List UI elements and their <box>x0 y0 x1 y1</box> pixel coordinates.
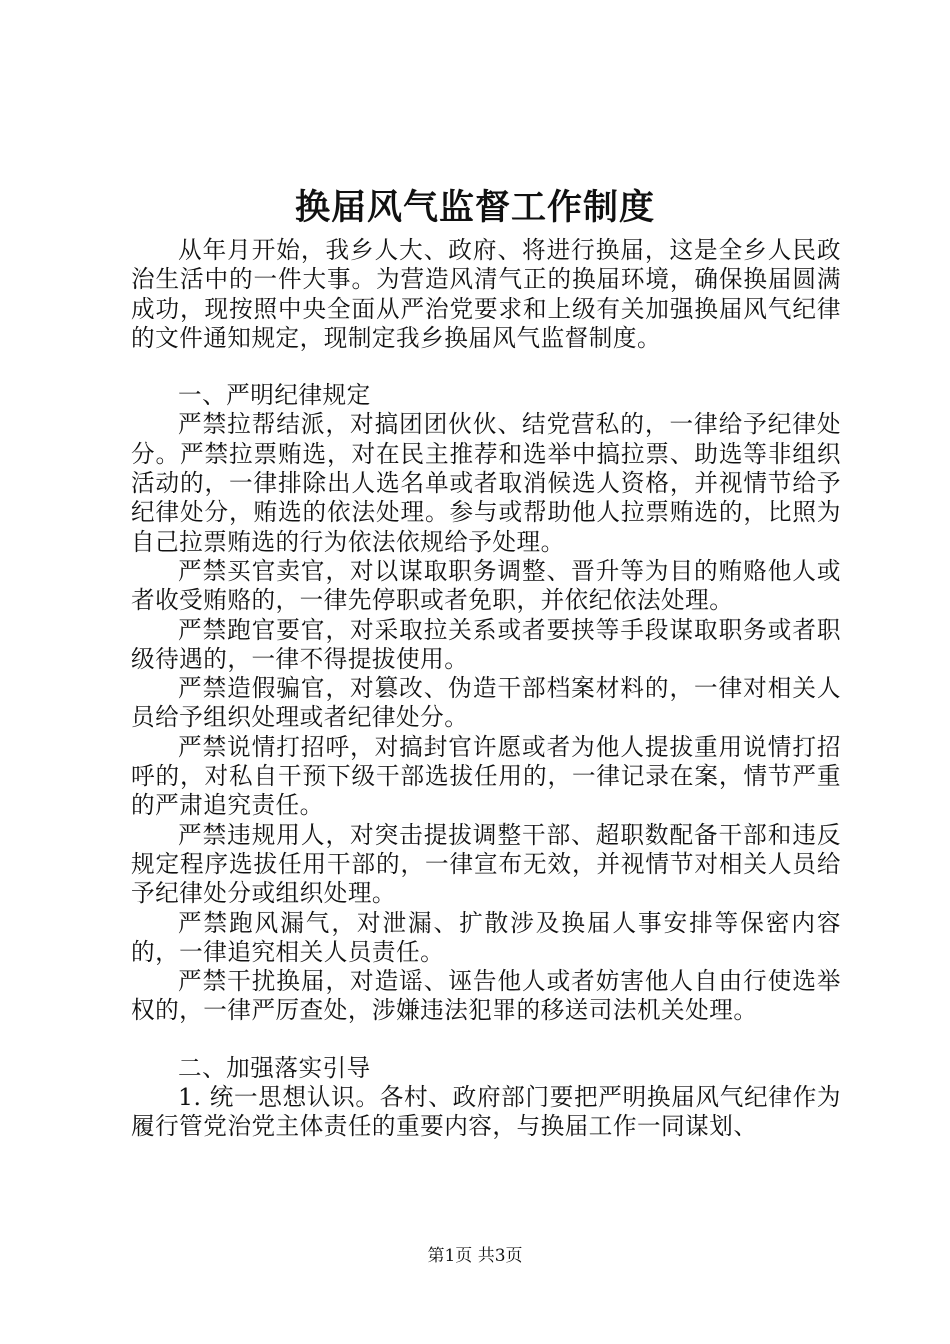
section1-paragraph: 严禁说情打招呼，对搞封官许愿或者为他人提拔重用说情打招呼的，对私自干预下级干部选拔任用的，一律记录在案，情节严重的严肃追究责任。 <box>131 732 841 820</box>
paragraph-gap <box>131 353 841 381</box>
page-footer: 第1页 共3页 <box>427 1246 523 1266</box>
document-title: 换届风气监督工作制度 <box>294 187 655 228</box>
section1-paragraph: 严禁跑风漏气，对泄漏、扩散涉及换届人事安排等保密内容的，一律追究相关人员责任。 <box>131 908 841 966</box>
section1-paragraph: 严禁违规用人，对突击提拔调整干部、超职数配备干部和违反规定程序选拔任用干部的，一律宣布无效，并视情节对相关人员给予纪律处分或组织处理。 <box>131 820 841 908</box>
section1-paragraph: 严禁拉帮结派，对搞团团伙伙、结党营私的，一律给予纪律处分。严禁拉票贿选，对在民主推荐和选举中搞拉票、助选等非组织活动的，一律排除出人选名单或者取消候选人资格，并视情节给予纪律处分，贿选的依法处理。参与或帮助他人拉票贿选的，比照为自己拉票贿选的行为依法依规给予处理。 <box>131 410 841 556</box>
section-heading-1: 一、严明纪律规定 <box>178 381 371 410</box>
section1-paragraph: 严禁跑官要官，对采取拉关系或者要挟等手段谋取职务或者职级待遇的，一律不得提拔使用。 <box>131 615 841 673</box>
document-body <box>131 236 841 1142</box>
section1-paragraph: 严禁干扰换届，对造谣、诬告他人或者妨害他人自由行使选举权的，一律严厉查处，涉嫌违法犯罪的移送司法机关处理。 <box>131 967 841 1025</box>
paragraph-gap <box>131 1026 841 1054</box>
section1-paragraph: 严禁买官卖官，对以谋取职务调整、晋升等为目的贿赂他人或者收受贿赂的，一律先停职或者免职，并依纪依法处理。 <box>131 556 841 615</box>
section2-paragraph: 1. 统一思想认识。各村、政府部门要把严明换届风气纪律作为履行管党治党主体责任的重要内容，与换届工作一同谋划、 <box>131 1083 841 1141</box>
section1-paragraph: 严禁造假骗官，对篡改、伪造干部档案材料的，一律对相关人员给予组织处理或者纪律处分。 <box>131 674 841 732</box>
section-heading-2: 二、加强落实引导 <box>178 1053 371 1082</box>
intro-paragraph: 从年月开始，我乡人大、政府、将进行换届，这是全乡人民政治生活中的一件大事。为营造风清气正的换届环境，确保换届圆满成功，现按照中央全面从严治党要求和上级有关加强换届风气纪律的文件通知规定，现制定我乡换届风气监督制度。 <box>131 236 841 352</box>
